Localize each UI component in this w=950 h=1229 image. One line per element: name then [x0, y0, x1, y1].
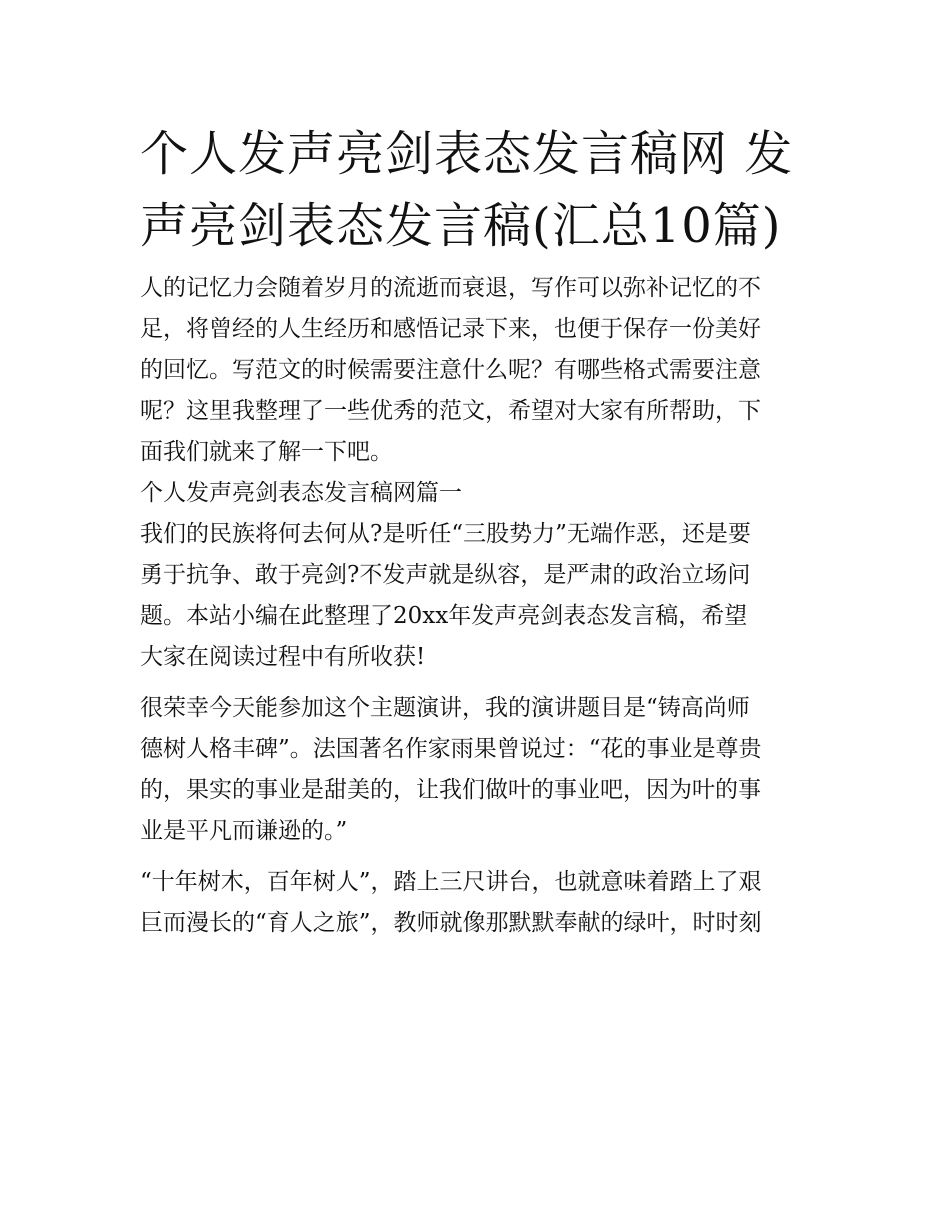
- section-heading: 个人发声亮剑表态发言稿网篇一: [140, 480, 462, 506]
- text-line: 呢？这里我整理了一些优秀的范文，希望对大家有所帮助，下: [140, 398, 761, 424]
- text-line: 的，果实的事业是甜美的，让我们做叶的事业吧，因为叶的事: [140, 777, 761, 803]
- text-line: 面我们就来了解一下吧。: [140, 439, 393, 465]
- section-paragraph-3: [140, 862, 812, 944]
- text-line: 人的记忆力会随着岁月的流逝而衰退，写作可以弥补记忆的不: [140, 275, 761, 301]
- intro-paragraph: [140, 268, 812, 473]
- text-line: 业是平凡而谦逊的。”: [140, 818, 348, 844]
- section-body: [140, 514, 812, 944]
- text-line: “十年树木，百年树人”，踏上三尺讲台，也就意味着踏上了艰: [140, 869, 762, 895]
- text-line: 题。本站小编在此整理了20xx年发声亮剑表态发言稿，希望: [140, 603, 748, 629]
- section-paragraph-1: [140, 514, 812, 678]
- text-line: 的回忆。写范文的时候需要注意什么呢？有哪些格式需要注意: [140, 357, 761, 383]
- text-line: 巨而漫长的“育人之旅”，教师就像那默默奉献的绿叶，时时刻: [140, 910, 762, 936]
- document-title: 个人发声亮剑表态发言稿网 发声亮剑表态发言稿(汇总10篇): [140, 126, 794, 254]
- intro-section: [140, 268, 812, 473]
- text-line: 我们的民族将何去何从?是听任“三股势力”无端作恶，还是要: [140, 521, 751, 547]
- document-page: [140, 118, 812, 944]
- text-line: 勇于抗争、敢于亮剑?不发声就是纵容，是严肃的政治立场问: [140, 562, 751, 588]
- text-line: 足，将曾经的人生经历和感悟记录下来，也便于保存一份美好: [140, 316, 761, 342]
- text-line: 大家在阅读过程中有所收获!: [140, 644, 426, 670]
- section-paragraph-2: [140, 688, 812, 852]
- text-line: 很荣幸今天能参加这个主题演讲，我的演讲题目是“铸高尚师: [140, 695, 750, 721]
- text-line: 德树人格丰碑”。法国著名作家雨果曾说过：“花的事业是尊贵: [140, 736, 762, 762]
